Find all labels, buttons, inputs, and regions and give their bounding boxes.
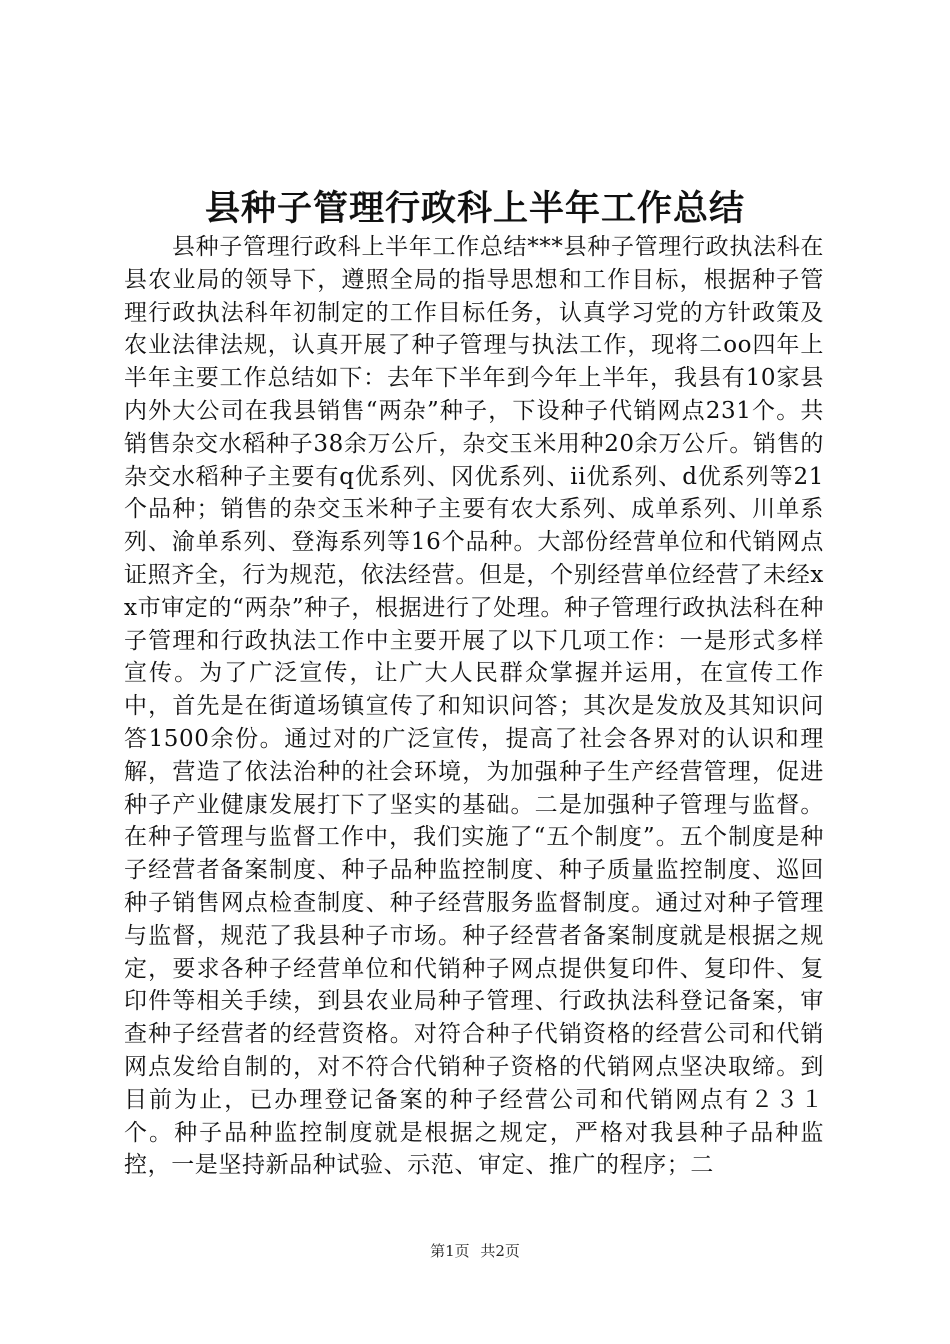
document-body-paragraph: 县种子管理行政科上半年工作总结***县种子管理行政执法科在县农业局的领导下，遵照全局的指导思想和工作目标，根据种子管理行政执法科年初制定的工作目标任务，认真学习党的方针政策及农业法律法规，认真开展了种子管理与执法工作，现将二oo四年上半年主要工作总结如下：去年下半年到今年上半年，我县有10家县内外大公司在我县销售“两杂”种子，下设种子代销网点231个。共销售杂交水稻种子38余万公斤，杂交玉米用种20余万公斤。销售的杂交水稻种子主要有q优系列、冈优系列、ii优系列、d优系列等21个品种；销售的杂交玉米种子主要有农大系列、成单系列、川单系列、渝单系列、登海系列等16个品种。大部份经营单位和代销网点证照齐全，行为规范，依法经营。但是，个别经营单位经营了未经xx市审定的“两杂”种子，根据进行了处理。种子管理行政执法科在种子管理和行政执法工作中主要开展了以下几项工作：一是形式多样宣传。为了广泛宣传，让广大人民群众掌握并运用，在宣传工作中，首先是在街道场镇宣传了和知识问答；其次是发放及其知识问答1500余份。通过对的广泛宣传，提高了社会各界对的认识和理解，营造了依法治种的社会环境，为加强种子生产经营管理，促进种子产业健康发展打下了坚实的基础。二是加强种子管理与监督。在种子管理与监督工作中，我们实施了“五个制度”。五个制度是种子经营者备案制度、种子品种监控制度、种子质量监控制度、巡回种子销售网点检查制度、种子经营服务监督制度。通过对种子管理与监督，规范了我县种子市场。种子经营者备案制度就是根据之规定，要求各种子经营单位和代销种子网点提供复印件、复印件、复印件等相关手续，到县农业局种子管理、行政执法科登记备案，审查种子经营者的经营资格。对符合种子代销资格的经营公司和代销网点发给自制的，对不符合代销种子资格的代销网点坚决取缔。到目前为止，已办理登记备案的种子经营公司和代销网点有２３１个。种子品种监控制度就是根据之规定，严格对我县种子品种监控，一是坚持新品种试验、示范、审定、推广的程序；二 [124,234,824,1179]
page-footer [0,1241,950,1261]
page-total: 共2页 [480,1242,520,1260]
document-title: 县种子管理行政科上半年工作总结 [204,189,745,229]
page-number: 第1页 [430,1242,470,1260]
